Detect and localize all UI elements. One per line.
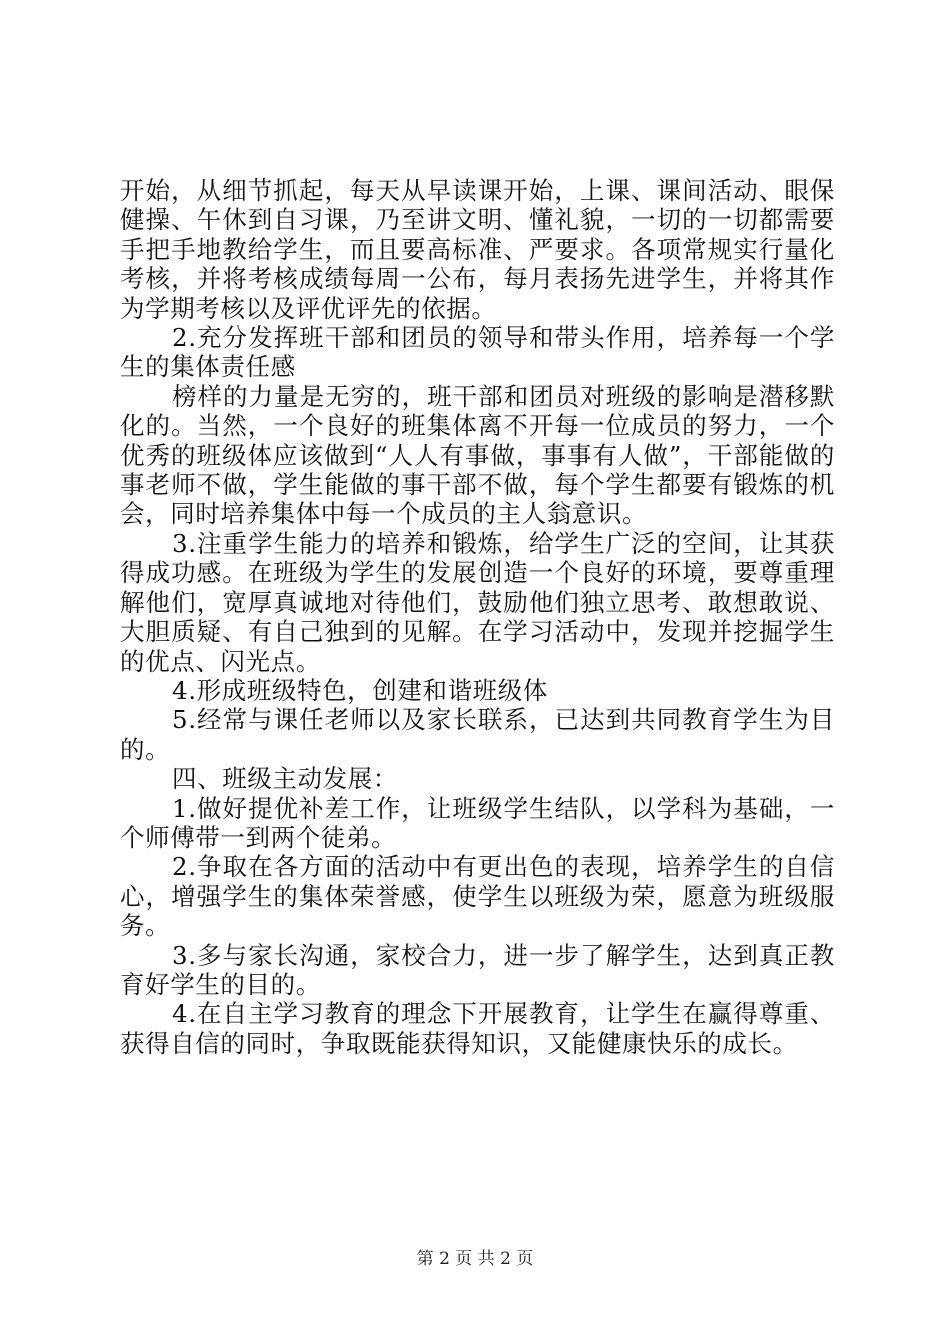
paragraph: 4.形成班级特色，创建和谐班级体 xyxy=(172,675,548,705)
page-footer: 第 2 页 共 2 页 xyxy=(416,1249,534,1269)
paragraph: 2.争取在各方面的活动中有更出色的表现，培养学生的自信心，增强学生的集体荣誉感，使学生以班级为荣，愿意为班级服务。 xyxy=(120,852,835,941)
paragraph: 3.注重学生能力的培养和锻炼，给学生广泛的空间，让其获得成功感。在班级为学生的发展创造一个良好的环境，要尊重理解他们，宽厚真诚地对待他们，鼓励他们独立思考、敢想敢说、大胆质疑、有自己独到的见解。在学习活动中，发现并挖掘学生的优点、闪光点。 xyxy=(120,528,835,676)
paragraph: 2.充分发挥班干部和团员的领导和带头作用，培养每一个学生的集体责任感 xyxy=(120,323,835,382)
paragraph: 1.做好提优补差工作，让班级学生结队，以学科为基础，一个师傅带一到两个徒弟。 xyxy=(120,793,835,852)
paragraph: 开始，从细节抓起，每天从早读课开始，上课、课间活动、眼保健操、午休到自习课，乃至讲文明、懂礼貌，一切的一切都需要手把手地教给学生，而且要高标准、严要求。各项常规实行量化考核，并将考核成绩每周一公布，每月表扬先进学生，并将其作为学期考核以及评优评先的依据。 xyxy=(120,176,835,323)
document-body xyxy=(120,176,835,1058)
paragraph: 5.经常与课任老师以及家长联系，已达到共同教育学生为目的。 xyxy=(120,705,835,764)
paragraph: 3.多与家长沟通，家校合力，进一步了解学生，达到真正教育好学生的目的。 xyxy=(120,940,835,999)
paragraph: 榜样的力量是无穷的，班干部和团员对班级的影响是潜移默化的。当然，一个良好的班集体离不开每一位成员的努力，一个优秀的班级体应该做到“人人有事做，事事有人做”，干部能做的事老师不做，学生能做的事干部不做，每个学生都要有锻炼的机会，同时培养集体中每一个成员的主人翁意识。 xyxy=(120,381,835,529)
paragraph: 4.在自主学习教育的理念下开展教育，让学生在赢得尊重、获得自信的同时，争取既能获得知识，又能健康快乐的成长。 xyxy=(120,999,835,1058)
section-heading: 四、班级主动发展： xyxy=(172,764,398,794)
